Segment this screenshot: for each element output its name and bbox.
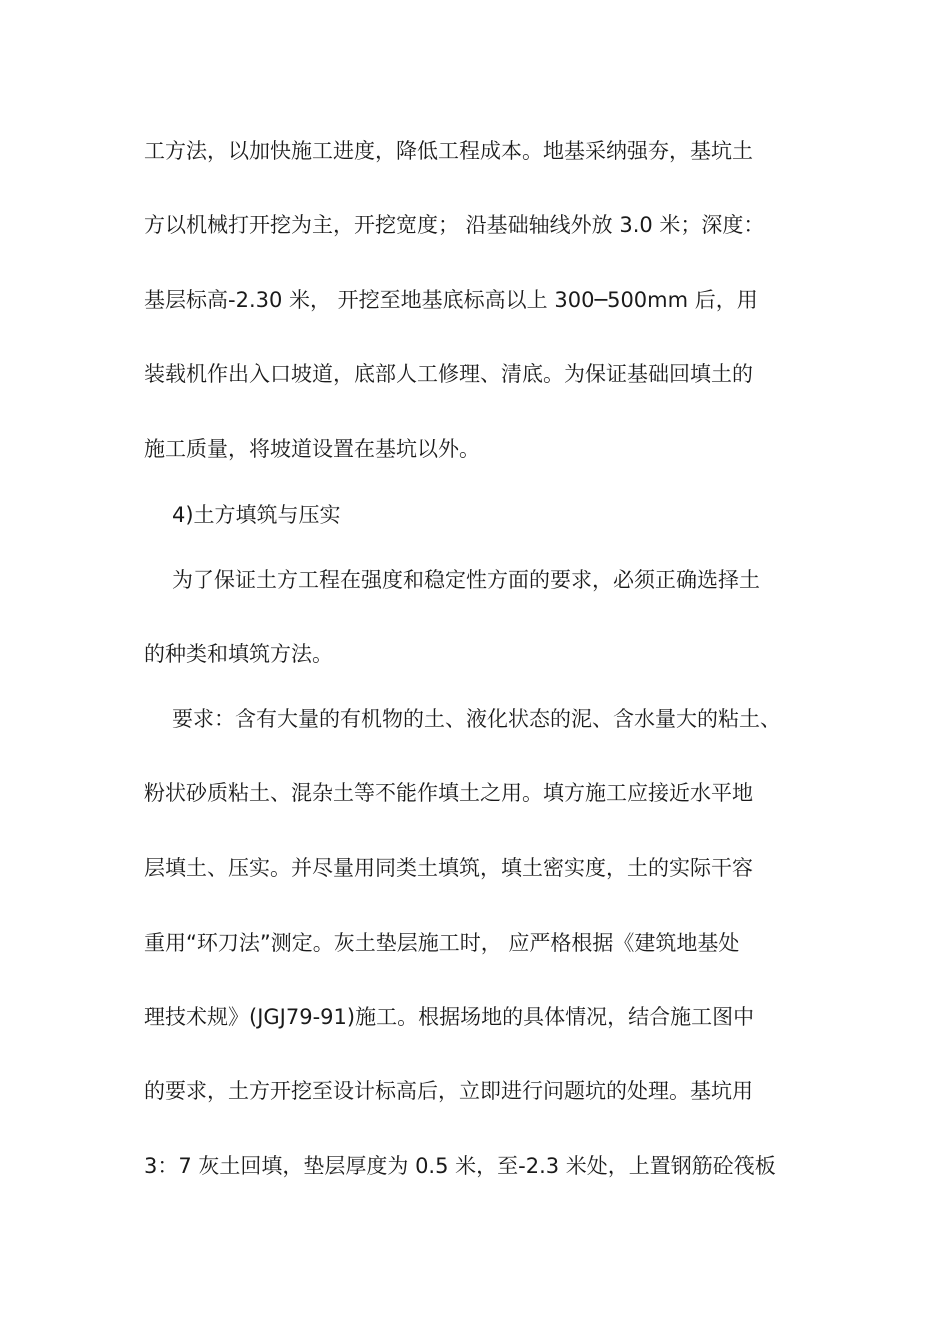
text-line-2: 方以机械打开挖为主，开挖宽度； 沿基础轴线外放 3.0 米；深度：	[144, 213, 765, 237]
text-line-14: 的要求，土方开挖至设计标高后，立即进行问题坑的处理。基坑用	[144, 1079, 753, 1103]
text-line-11: 层填土、压实。并尽量用同类土填筑，填土密实度，土的实际干容	[144, 856, 753, 880]
text-line-3: 基层标高-2.30 米， 开挖至地基底标高以上 300─500mm 后，用	[144, 288, 758, 312]
text-line-1: 工方法，以加快施工进度，降低工程成本。地基采纳强夯，基坑土	[144, 139, 753, 163]
text-line-12: 重用“环刀法”测定。灰土垫层施工时， 应严格根据《建筑地基处	[144, 931, 740, 955]
section-heading: 4)土方填筑与压实	[172, 503, 341, 527]
text-line-10: 粉状砂质粘土、混杂土等不能作填土之用。填方施工应接近水平地	[144, 781, 753, 805]
text-line-13: 理技术规》(JGJ79-91)施工。根据场地的具体情况，结合施工图中	[144, 1005, 755, 1029]
text-line-4: 装载机作出入口坡道，底部人工修理、清底。为保证基础回填土的	[144, 362, 753, 386]
text-line-7: 为了保证土方工程在强度和稳定性方面的要求，必须正确选择土	[172, 568, 760, 592]
text-line-5: 施工质量，将坡道设置在基坑以外。	[144, 437, 480, 461]
text-line-15: 3：7 灰土回填，垫层厚度为 0.5 米，至-2.3 米处，上置钢筋砼筏板	[144, 1154, 776, 1178]
text-line-9: 要求：含有大量的有机物的土、液化状态的泥、含水量大的粘土、	[172, 707, 781, 731]
text-line-8: 的种类和填筑方法。	[144, 642, 333, 666]
